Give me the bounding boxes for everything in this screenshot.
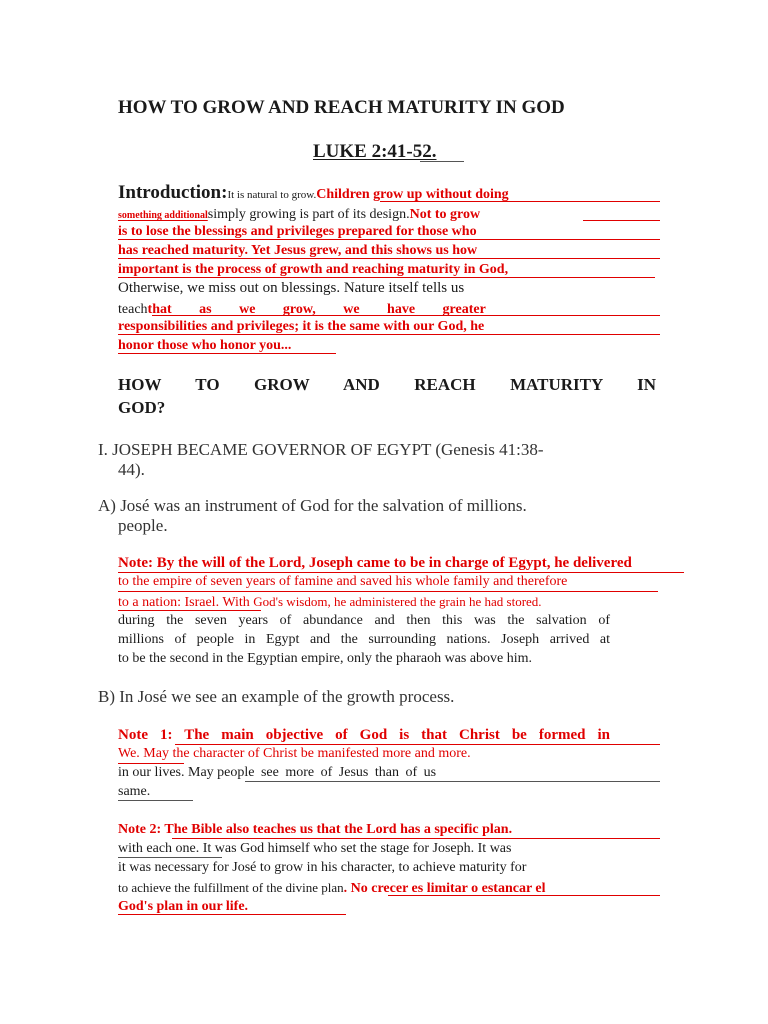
- note-1-line-1: Note 1: The main objective of God is that Christ be formed in: [118, 727, 610, 743]
- intro-teach: teach: [118, 302, 148, 317]
- note-a-line-6: to be the second in the Egyptian empire, only the pharaoh was above him.: [118, 651, 533, 666]
- note-1-line-2: [118, 746, 471, 762]
- intro-red-text-2: Not to grow: [409, 207, 481, 222]
- point-a-line-1: A) José was an instrument of God for the salvation of millions.: [98, 496, 527, 515]
- note-1-line-2a: We. May t: [118, 746, 177, 761]
- note-a-line-5: millions of people in Egypt and the surrounding nations. Joseph arrived at: [118, 632, 610, 647]
- intro-underline-3: [118, 239, 660, 240]
- intro-small-text: It is natural to grow.: [227, 189, 317, 201]
- note-2-underline-1: [172, 838, 660, 839]
- intro-line-8: [118, 319, 484, 335]
- intro-underline-4: [118, 258, 660, 259]
- intro-red-text-1: Children grow up without doing: [316, 187, 509, 202]
- note-1-underline-3: [245, 781, 660, 782]
- note-a-text-1: By the will of the Lord, Joseph came to be in charge of Egypt, he delivered: [152, 555, 632, 571]
- intro-line-9: honor those who honor you...: [118, 338, 292, 353]
- note-1-line-2b: he character of Christ be manifested more and more.: [176, 746, 471, 761]
- note-1-line-3b: people see more of Jesus than of us: [217, 765, 437, 780]
- document-title: HOW TO GROW AND REACH MATURITY IN GOD: [118, 97, 565, 118]
- note-2-line-5: God's plan in our life.: [118, 899, 249, 914]
- intro-label: Introduction:: [118, 182, 228, 203]
- note-2-label: Note 2:: [118, 822, 165, 837]
- intro-underline-9: [118, 353, 336, 354]
- note-2-line-2b: It was God himself who set the stage for Joseph. It was: [202, 841, 512, 856]
- scripture-underline: [420, 161, 464, 162]
- note-2-underline-2: [118, 857, 222, 858]
- note-2-line-2a: with each one.: [118, 841, 203, 856]
- intro-line-8b: the same with our God, he: [327, 319, 485, 334]
- note-2-line-4b: . No: [343, 881, 372, 896]
- note-a-underline-2: [118, 591, 658, 592]
- intro-underline-5: [118, 277, 655, 278]
- scripture-reference: [313, 141, 437, 163]
- note-a-line-3: [118, 594, 542, 611]
- note-2-underline-5: [118, 914, 346, 915]
- intro-line-3: is to lose the blessings and privileges prepared for those who: [118, 224, 477, 239]
- note-2-line-2: [118, 841, 511, 857]
- intro-line-6: Otherwise, we miss out on blessings. Nature itself tells us: [118, 280, 465, 296]
- intro-line-5: important is the process of growth and reaching maturity in God,: [118, 262, 509, 277]
- intro-line-4: [118, 243, 477, 259]
- note-a-line-2: to the empire of seven years of famine and saved his whole family and therefore: [118, 574, 568, 589]
- intro-line-8a: responsibilities and privileges; it is: [118, 319, 328, 334]
- intro-line-4b: Jesus grew, and this shows us how: [273, 243, 478, 258]
- scripture-text: LUKE 2:41-52.: [313, 141, 437, 162]
- note-a-line-1: [118, 555, 632, 572]
- note-1-line-3a: in our lives. May: [118, 765, 218, 780]
- intro-text-2: simply growing is part of its design.: [207, 207, 410, 222]
- note-a-line-4: during the seven years of abundance and then this was the salvation of: [118, 613, 610, 628]
- section-1-title-line-2: 44).: [118, 460, 145, 479]
- section-1-title-line-1: I. JOSEPH BECAME GOVERNOR OF EGYPT (Genesis 41:38-: [98, 440, 544, 459]
- intro-tiny-red: something additional: [118, 210, 208, 221]
- intro-underline-2: [583, 220, 660, 221]
- note-1-line-3: [118, 765, 436, 781]
- intro-line-2: [118, 205, 480, 223]
- note-1-underline-2: [118, 763, 184, 764]
- intro-underline-8: [118, 334, 660, 335]
- note-a-label: Note:: [118, 555, 153, 571]
- intro-line-4a: has reached maturity. Yet: [118, 243, 274, 258]
- note-2-line-4a: to achieve the fulfillment of the divine plan: [118, 880, 344, 895]
- note-a-underline-1: [118, 572, 684, 573]
- note-a-line-3a: to a nation: Israel. With: [118, 595, 254, 610]
- intro-underline-1: [380, 201, 660, 202]
- note-a-line-3b: God's wisdom, he administered the grain he had stored.: [253, 594, 542, 609]
- note-2-underline-4: [388, 895, 660, 896]
- intro-underline-7: [152, 315, 660, 316]
- intro-red-text-7: that as we grow, we have greater: [147, 302, 486, 317]
- note-1-line-4: same.: [118, 784, 151, 799]
- point-b-line-1: B) In José we see an example of the growth process.: [98, 687, 455, 706]
- note-a-underline-3: [118, 610, 261, 611]
- section-heading-line-1: HOW TO GROW AND REACH MATURITY IN: [118, 375, 656, 394]
- note-2-text-1: The Bible also teaches us that the Lord has a specific plan.: [164, 822, 513, 837]
- note-1-underline-4: [118, 800, 193, 801]
- point-a-line-2: people.: [118, 516, 168, 535]
- note-2-line-4c: crecer es limitar o estancar el: [371, 881, 546, 896]
- note-2-line-1: [118, 822, 512, 838]
- note-2-line-3: it was necessary for José to grow in his character, to achieve maturity for: [118, 860, 527, 875]
- section-heading-line-2: GOD?: [118, 398, 166, 417]
- note-1-underline-1: [175, 744, 660, 745]
